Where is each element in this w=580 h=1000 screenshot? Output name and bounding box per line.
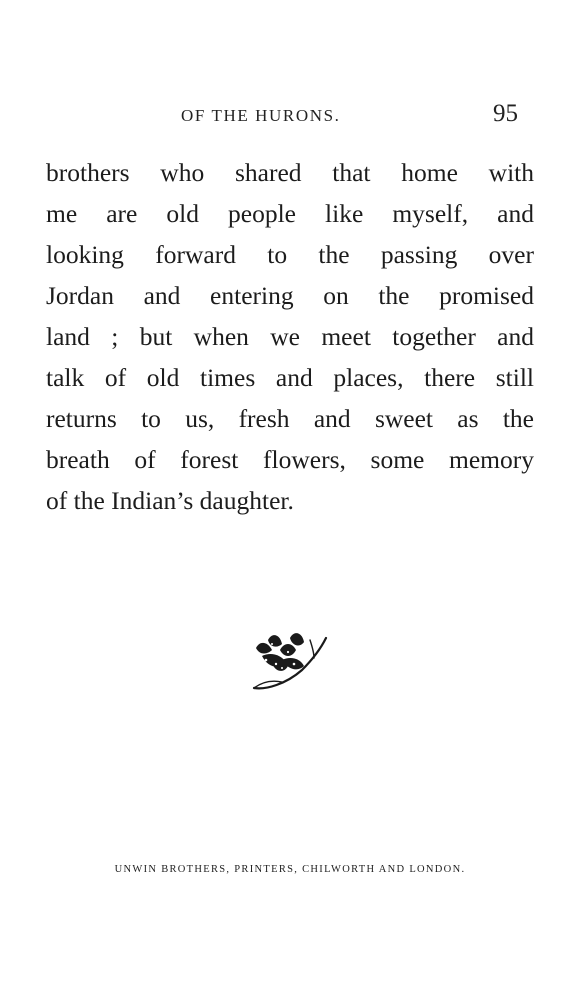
text-line: Jordan and entering on the promised [46, 281, 534, 310]
text-line: me are old people like myself, and [46, 199, 534, 228]
text-line: land ; but when we meet together and [46, 322, 534, 351]
floral-tailpiece-icon [246, 630, 336, 700]
text-line: brothers who shared that home with [46, 158, 534, 187]
text-line: talk of old times and places, there still [46, 363, 534, 392]
text-line: returns to us, fresh and sweet as the [46, 404, 534, 433]
text-line: of the Indian’s daughter. [46, 486, 294, 515]
running-head [0, 100, 580, 140]
text-line: looking forward to the passing over [46, 240, 534, 269]
page-number: 95 [493, 100, 518, 127]
text-line: breath of forest flowers, some memory [46, 445, 534, 474]
body-text [46, 152, 534, 521]
running-title: OF THE HURONS. [181, 106, 341, 125]
printer-imprint: UNWIN BROTHERS, PRINTERS, CHILWORTH AND LONDON. [114, 864, 466, 875]
